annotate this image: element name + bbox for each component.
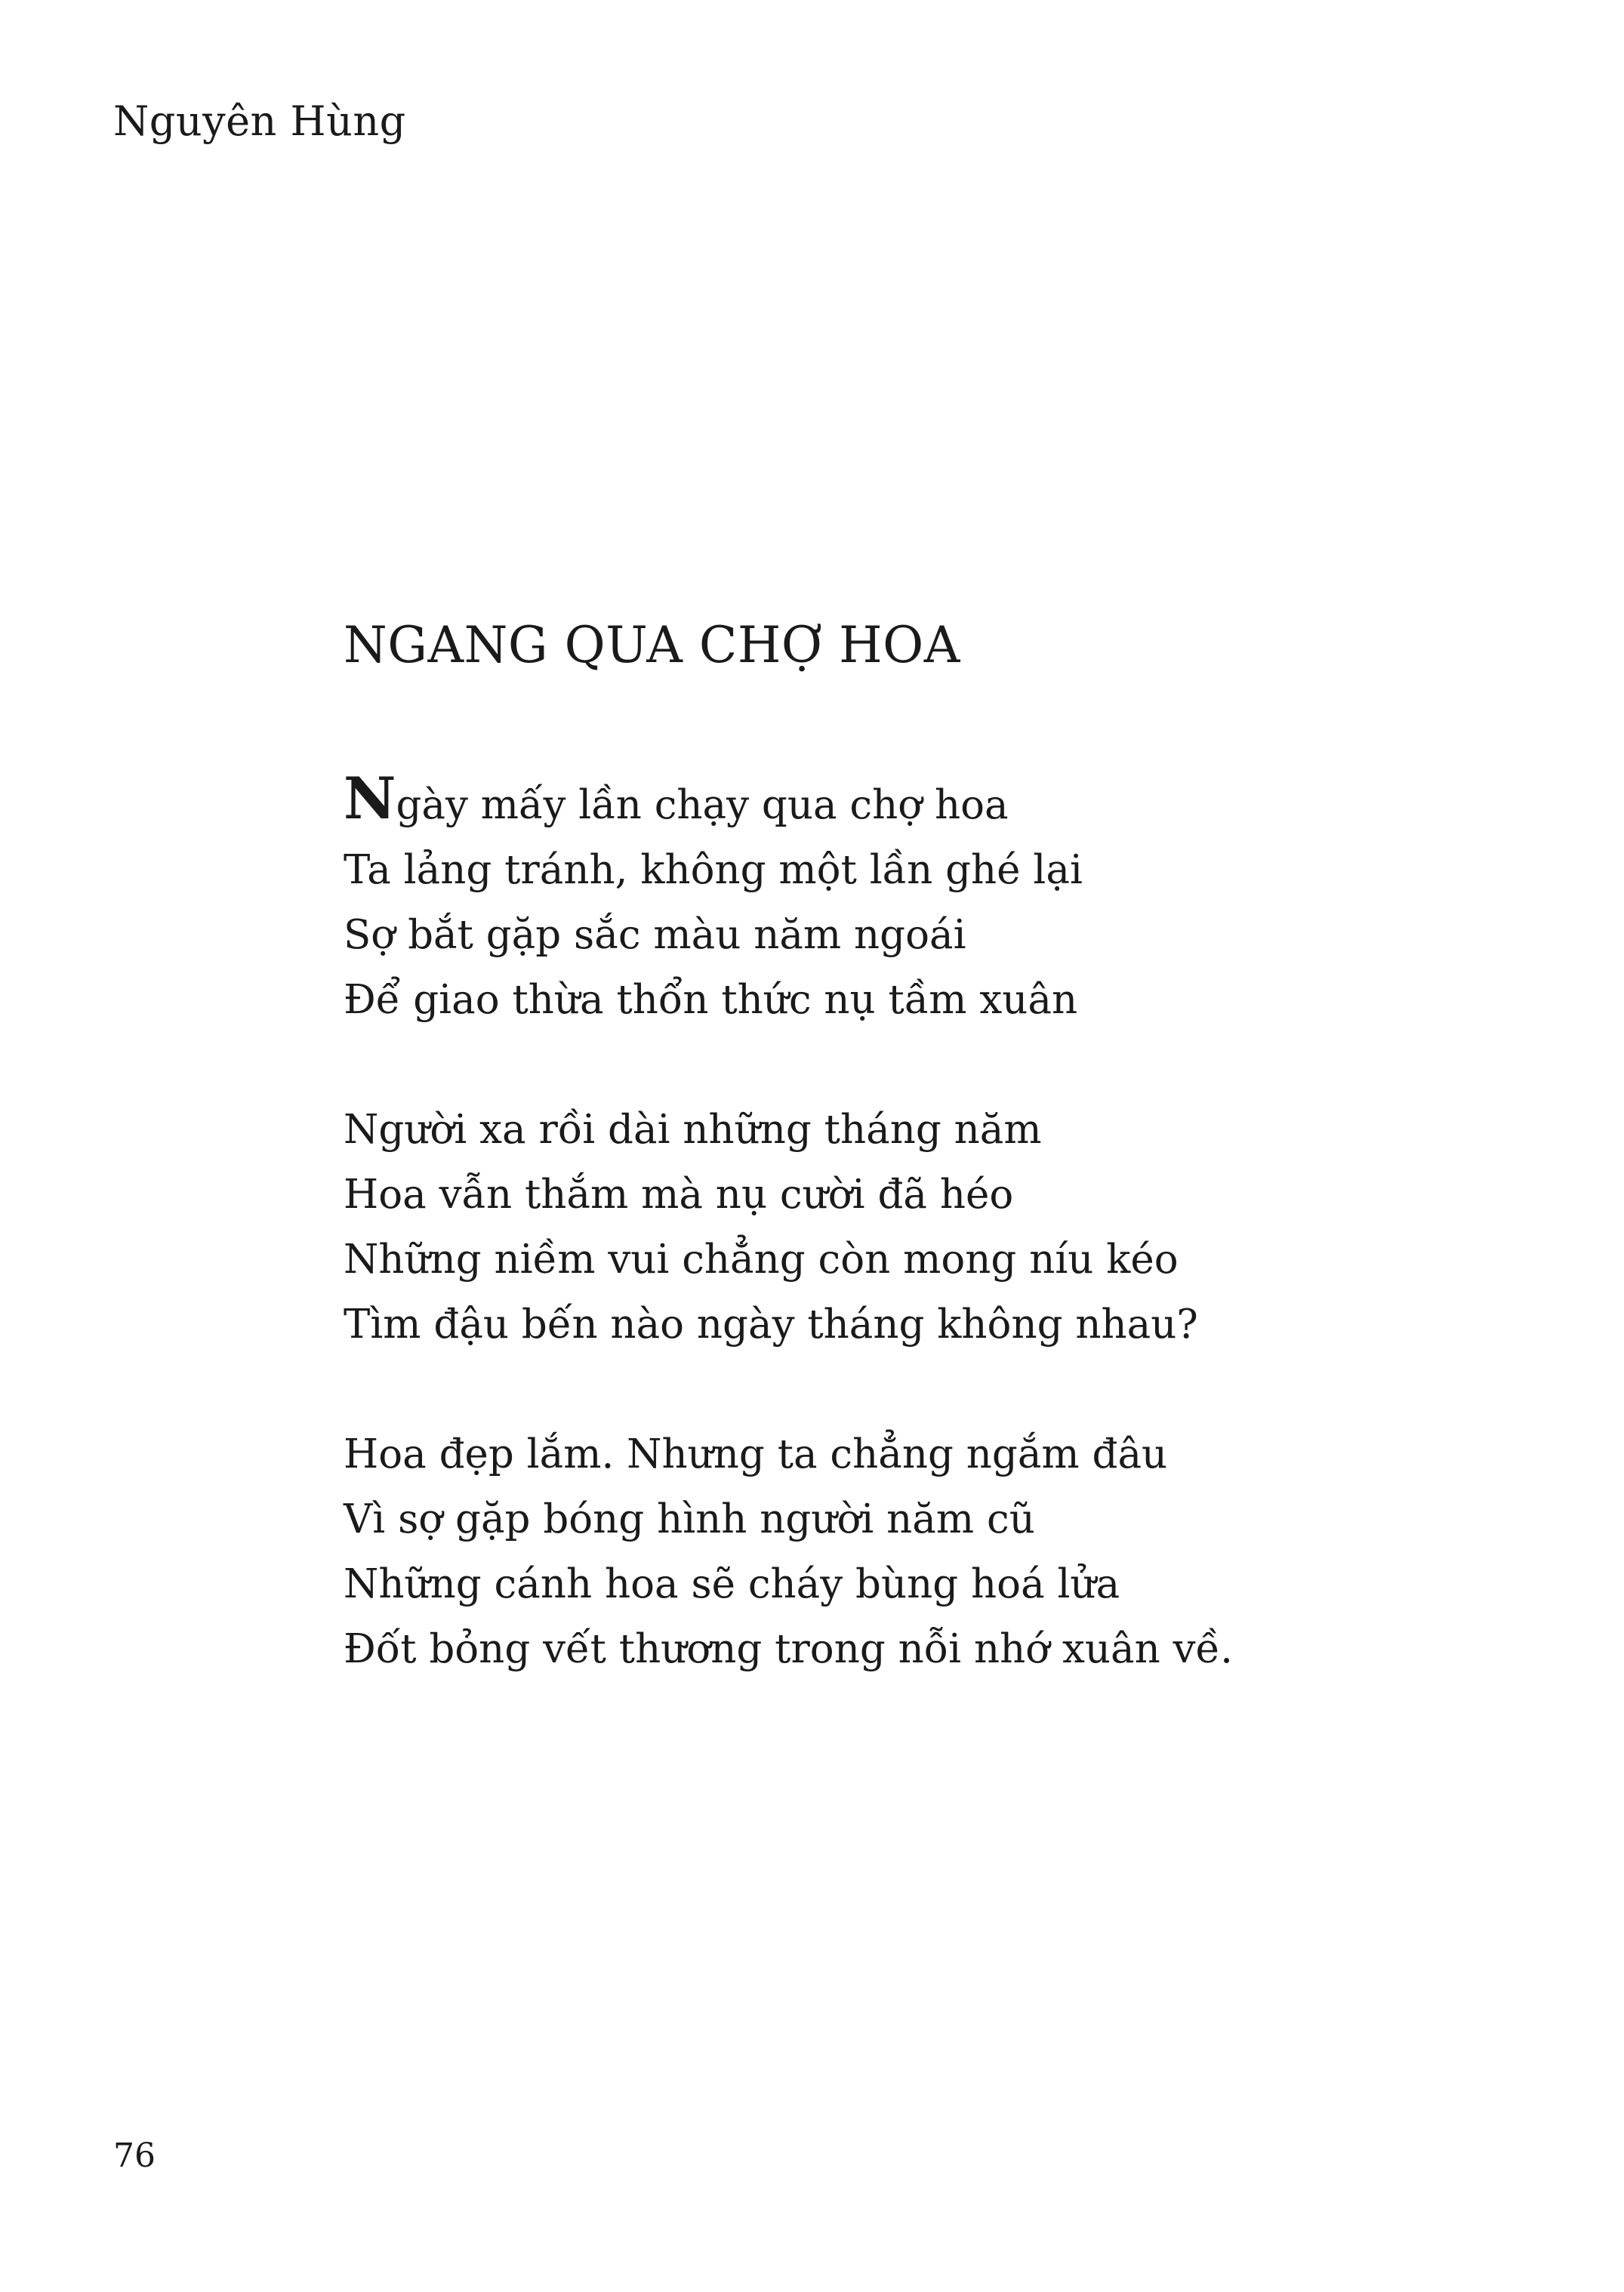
- poem-title: NGANG QUA CHỢ HOA: [344, 616, 960, 674]
- verse-line-1-text: gày mấy lần chạy qua chợ hoa: [396, 782, 1009, 828]
- verse-line-11: Những cánh hoa sẽ cháy bùng hoá lửa: [344, 1561, 1120, 1607]
- verse-line-4: Để giao thừa thổn thức nụ tầm xuân: [344, 977, 1078, 1023]
- verse-line-10: Vì sợ gặp bóng hình người năm cũ: [344, 1496, 1035, 1542]
- verse-line-5: Người xa rồi dài những tháng năm: [344, 1107, 1042, 1153]
- verse-line-6: Hoa vẫn thắm mà nụ cười đã héo: [344, 1172, 1014, 1218]
- drop-cap-initial: N: [344, 765, 396, 832]
- stanza-2: [344, 1098, 1552, 1357]
- poem: [344, 612, 1552, 1682]
- verse-line-12: Đốt bỏng vết thương trong nỗi nhớ xuân về.: [344, 1626, 1234, 1672]
- verse-line-3: Sợ bắt gặp sắc màu năm ngoái: [344, 912, 966, 958]
- verse-line-9: Hoa đẹp lắm. Nhưng ta chẳng ngắm đâu: [344, 1431, 1168, 1477]
- verse-line-7: Những niềm vui chẳng còn mong níu kéo: [344, 1237, 1179, 1283]
- stanza-3: [344, 1422, 1552, 1682]
- verse-line-8: Tìm đậu bến nào ngày tháng không nhau?: [344, 1302, 1198, 1348]
- verse-line-1: [344, 765, 1552, 838]
- verse-line-2: Ta lảng tránh, không một lần ghé lại: [344, 847, 1083, 893]
- stanza-1: [344, 765, 1552, 1033]
- running-header-author: Nguyên Hùng: [113, 97, 406, 145]
- page-number: 76: [113, 2136, 156, 2175]
